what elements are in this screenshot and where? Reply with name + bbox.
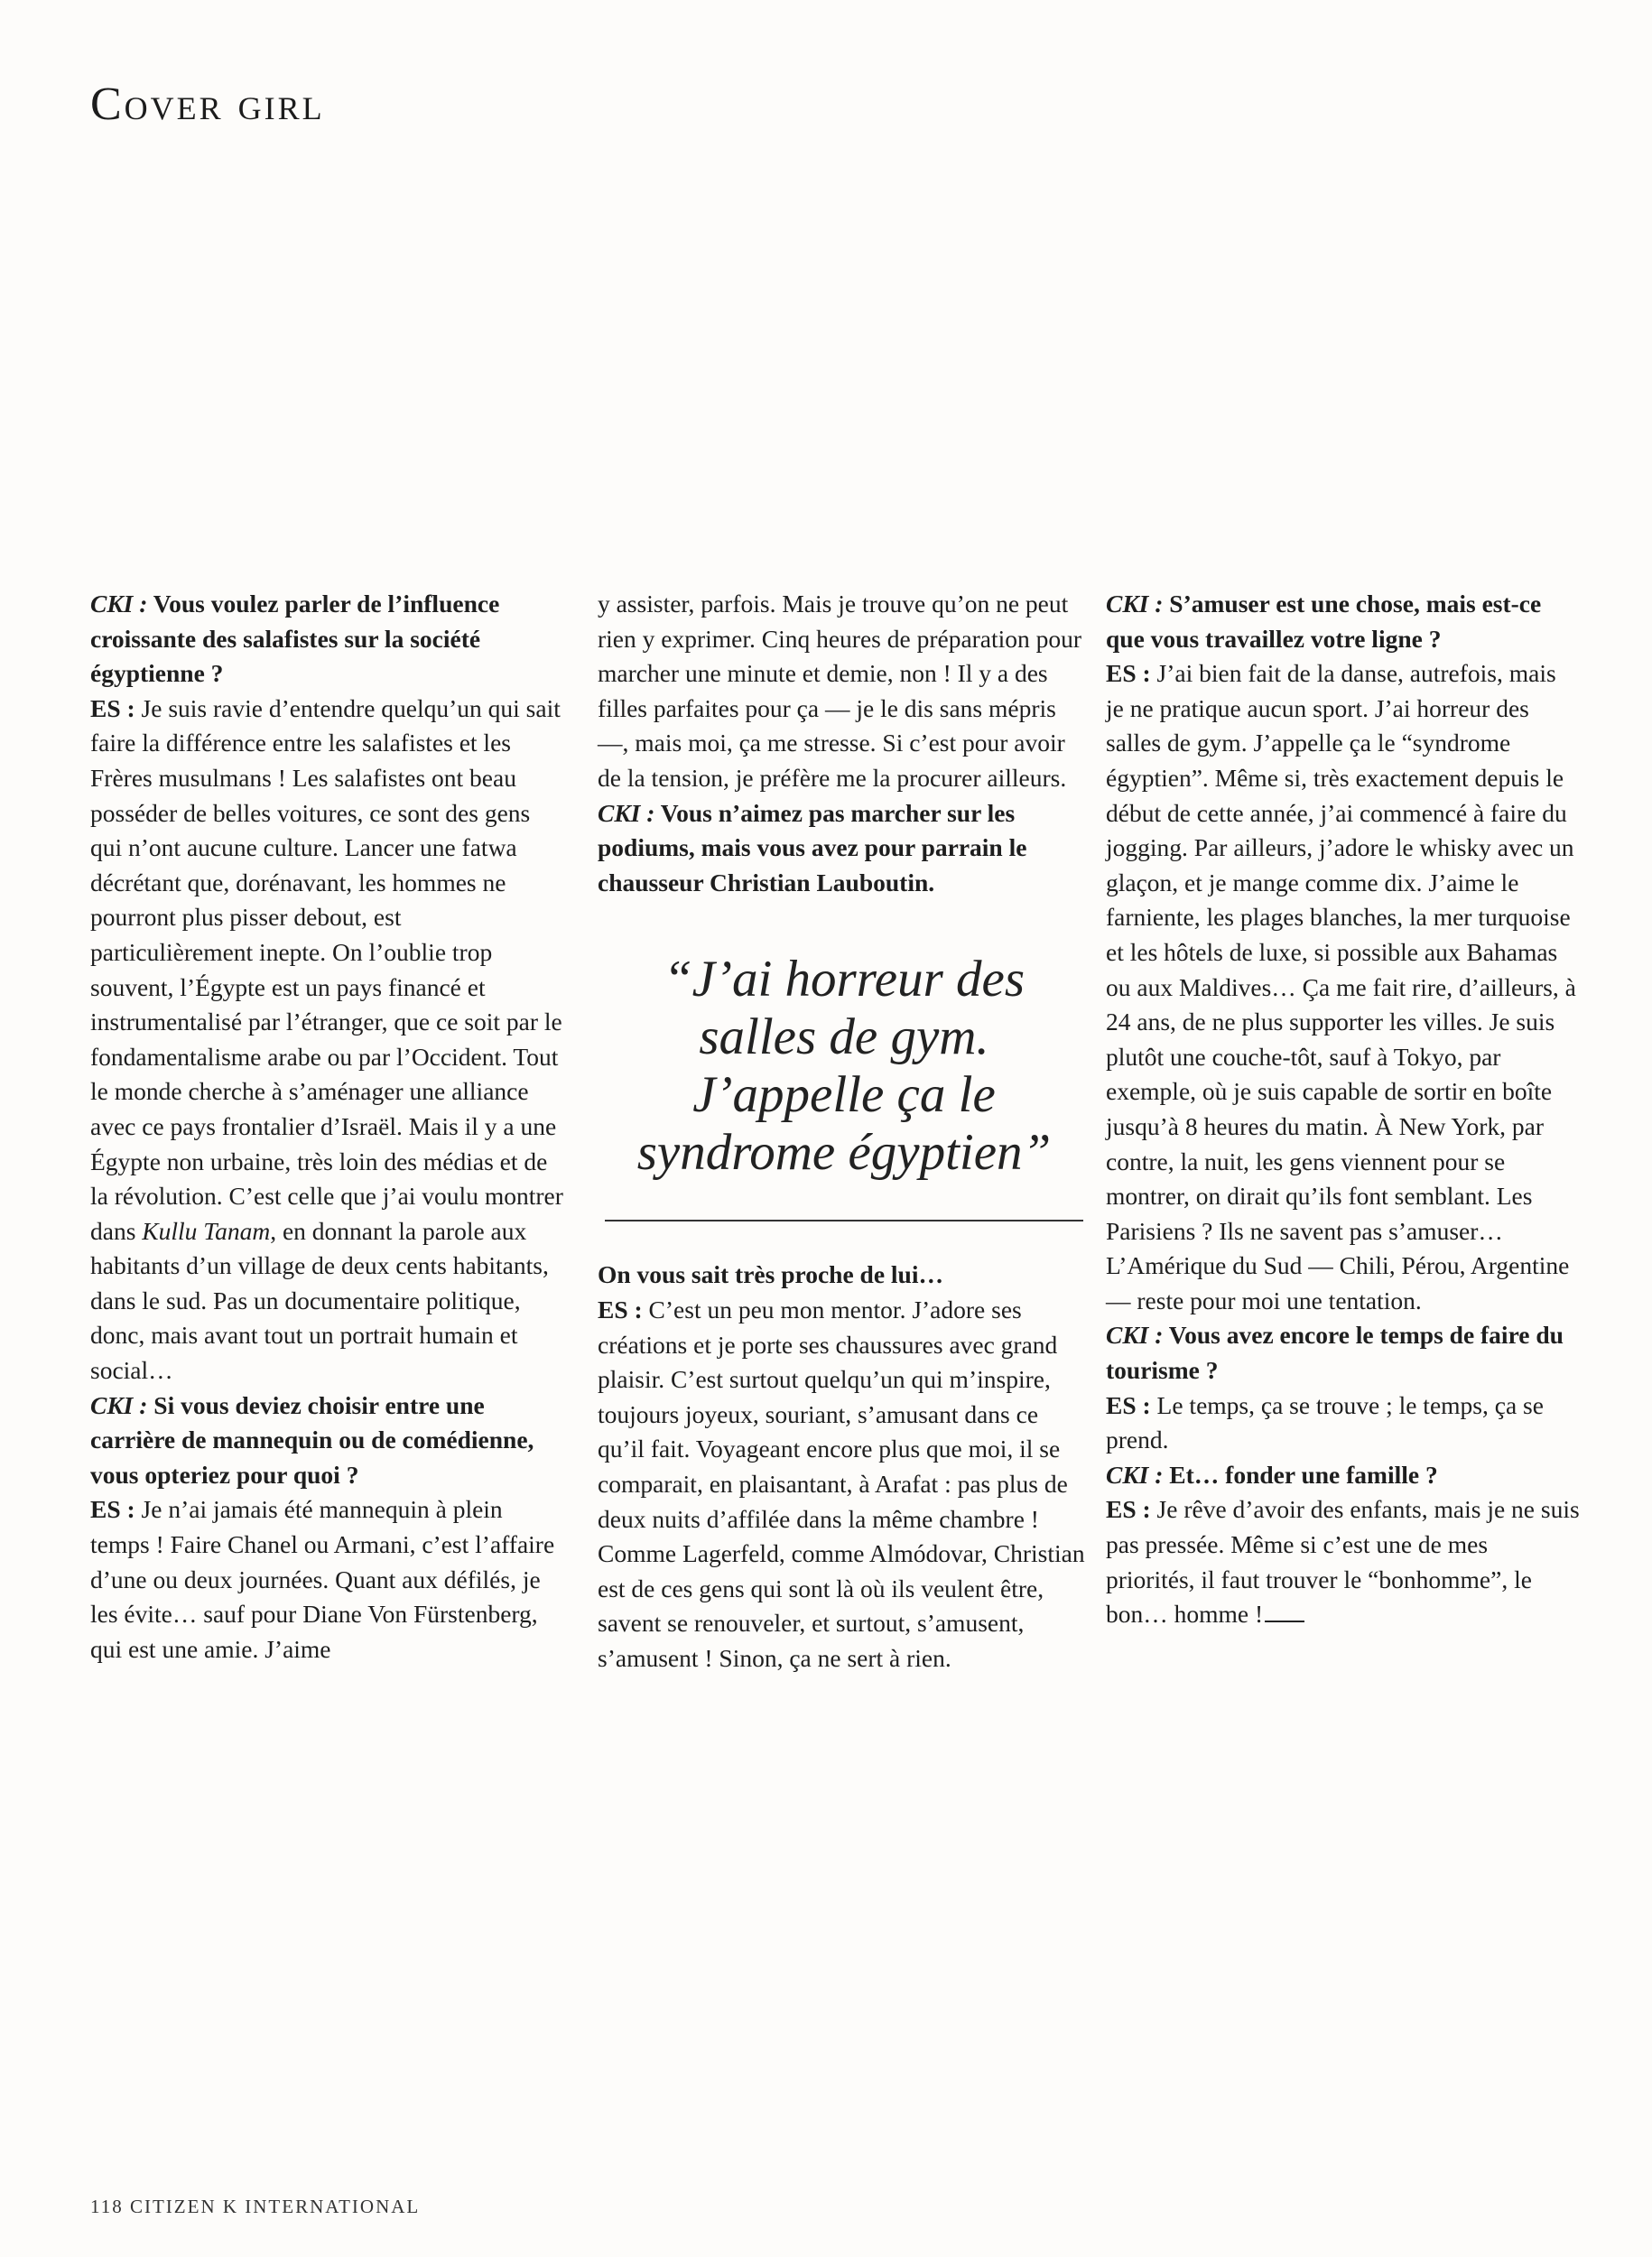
interviewer-label: CKI : xyxy=(598,798,655,827)
question-text: Vous n’aimez pas marcher sur les podiums, mais vous avez pour parrain le chausseur Christian Lauboutin. xyxy=(598,798,1027,896)
question-text: Vous avez encore le temps de faire du tourisme ? xyxy=(1106,1321,1564,1385)
question-2 xyxy=(90,1389,564,1493)
page-footer: 118 CITIZEN K INTERNATIONAL xyxy=(90,2196,421,2217)
pull-quote-rule xyxy=(605,1220,1083,1221)
question-5 xyxy=(1106,587,1580,656)
answer-1 xyxy=(90,692,564,1389)
section-title: Cover girl xyxy=(90,79,325,130)
answer-text: J’ai bien fait de la danse, autrefois, mais je ne pratique aucun sport. J’ai horreur des salles de gym. J’appelle ça le “syndrome égyptien”. Même si, très exactement depuis le début de cette année, j’ai commencé à faire du jogging. Par ailleurs, j’adore le whisky avec un glaçon, et je mange comme dix. J’aime le farniente, les plages blanches, la mer turquoise et les hôtels de luxe, si possible aux Bahamas ou aux Maldives… Ça me fait rire, d’ailleurs, à 24 ans, de ne plus supporter les villes. Je suis plutôt une couche-tôt, sauf à Tokyo, par exemple, où je suis capable de sortir en boîte jusqu’à 8 heures du matin. À New York, par contre, la nuit, les gens viennent pour se montrer, on dirait qu’ils font semblant. Les Parisiens ? Ils ne savent pas s’amuser… L’Amérique du Sud — Chili, Pérou, Argentine — reste pour moi une tentation. xyxy=(1106,659,1576,1314)
interviewee-label: ES : xyxy=(1106,659,1151,688)
interviewer-label: CKI : xyxy=(1106,1321,1164,1350)
column-3 xyxy=(1106,587,1580,1632)
answer-text: Je suis ravie d’entendre quelqu’un qui sait faire la différence entre les salafistes et les Frères musulmans ! Les salafistes ont beau posséder de belles voitures, ce sont des gens qui n’ont aucune culture. Lancer une fatwa décrétant que, dorénavant, les hommes ne pourront plus pisser debout, est particulièrement inepte. On l’oublie trop souvent, l’Égypte est un pays financé et instrumentalisé par l’étranger, que ce soit par le fondamentalisme arabe ou par l’Occident. Tout le monde cherche à s’aménager une alliance avec ce pays frontalier d’Israël. Mais il y a une Égypte non urbaine, très loin des médias et de la révolution. C’est celle que j’ai voulu montrer dans xyxy=(90,693,563,1245)
question-text: Vous voulez parler de l’influence croissante des salafistes sur la société égyptienne ? xyxy=(90,590,500,688)
answer-6 xyxy=(1106,1389,1580,1458)
end-of-article-mark xyxy=(1265,1621,1304,1622)
question-text: S’amuser est une chose, mais est-ce que vous travaillez votre ligne ? xyxy=(1106,590,1542,653)
interviewee-label: ES : xyxy=(90,1495,135,1524)
answer-2 xyxy=(90,1492,564,1667)
interviewer-label: CKI : xyxy=(1106,1460,1164,1489)
answer-5 xyxy=(1106,656,1580,1318)
interviewee-label: ES : xyxy=(1106,1495,1151,1524)
interviewer-label: CKI : xyxy=(90,590,148,618)
interviewer-label: CKI : xyxy=(90,1390,148,1419)
answer-text: Le temps, ça se trouve ; le temps, ça se prend. xyxy=(1106,1390,1544,1454)
question-text: Si vous deviez choisir entre une carrière de mannequin ou de comédienne, vous opteriez pour quoi ? xyxy=(90,1390,534,1489)
answer-4 xyxy=(598,1293,1085,1676)
answer-text: Je rêve d’avoir des enfants, mais je ne suis pas pressée. Même si c’est une de mes priorités, il faut trouver le “bonhomme”, le bon… homme ! xyxy=(1106,1495,1580,1629)
answer-text: C’est un peu mon mentor. J’adore ses créations et je porte ses chaussures avec grand plaisir. C’est surtout quelqu’un qui m’inspire, toujours joyeux, souriant, s’amusant dans ce qu’il fait. Voyageant encore plus que moi, il se comparait, en plaisantant, à Arafat : pas plus de deux nuits d’affilée dans la même chambre ! Comme Lagerfeld, comme Almódovar, Christian est de ces gens qui sont là où ils veulent être, savent se renouveler, et surtout, s’amusent, s’amusent ! Sinon, ça ne sert à rien. xyxy=(598,1295,1085,1672)
pull-quote: “J’ai horreur des salles de gym. J’appelle ça le syndrome égyptien” xyxy=(636,951,1052,1182)
answer-7 xyxy=(1106,1492,1580,1631)
film-title: Kullu Tanam xyxy=(142,1216,271,1245)
answer-2-continued: y assister, parfois. Mais je trouve qu’on ne peut rien y exprimer. Cinq heures de préparation pour marcher une minute et demie, non ! Il y a des filles parfaites pour ça — je le dis sans mépris —, mais moi, ça me stresse. Si c’est pour avoir de la tension, je préfère me la procurer ailleurs. xyxy=(598,590,1082,792)
answer-text: , en donnant la parole aux habitants d’un village de deux cents habitants, dans le sud. Pas un documentaire politique, donc, mais avant tout un portrait humain et social… xyxy=(90,1216,549,1385)
question-3 xyxy=(598,796,1085,901)
question-6 xyxy=(1106,1318,1580,1388)
column-1 xyxy=(90,587,564,1667)
column-2 xyxy=(598,587,1085,1676)
answer-text: Je n’ai jamais été mannequin à plein temps ! Faire Chanel ou Armani, c’est l’affaire d’une ou deux journées. Quant aux défilés, je les évite… sauf pour Diane Von Fürstenberg, qui est une amie. J’aime xyxy=(90,1495,555,1663)
interviewee-label: ES : xyxy=(598,1295,643,1324)
interviewer-label: CKI : xyxy=(1106,590,1164,618)
question-1 xyxy=(90,587,564,692)
interviewee-label: ES : xyxy=(1106,1390,1151,1419)
question-text: Et… fonder une famille ? xyxy=(1163,1460,1438,1489)
question-7 xyxy=(1106,1458,1580,1493)
interviewee-label: ES : xyxy=(90,693,135,722)
question-4: On vous sait très proche de lui… xyxy=(598,1260,943,1289)
